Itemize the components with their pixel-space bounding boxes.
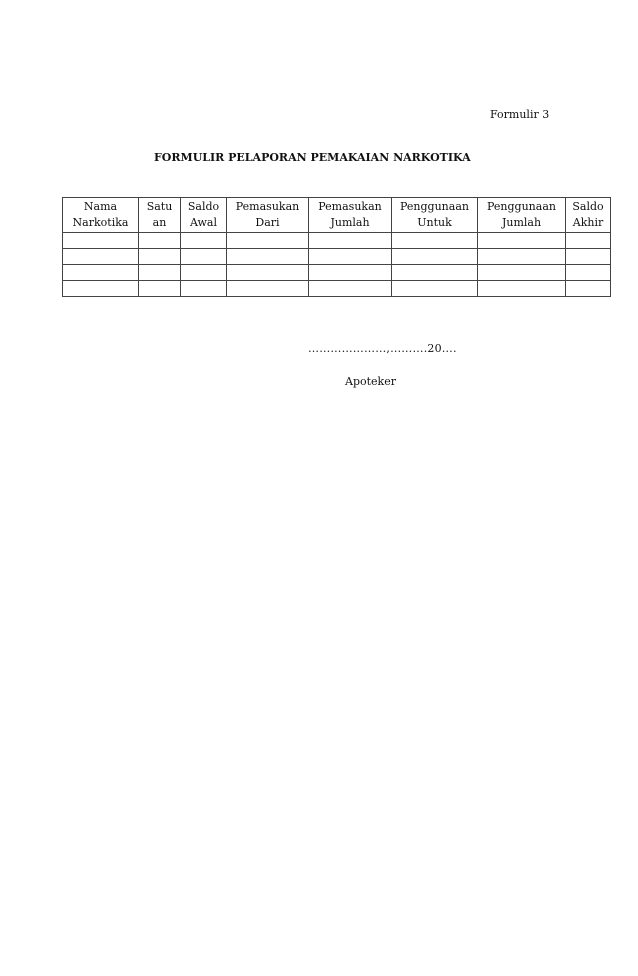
table-cell [309, 265, 392, 281]
table-cell [227, 281, 309, 297]
header-nama-narkotika: Nama Narkotika [63, 198, 139, 233]
table-row [63, 265, 611, 281]
header-saldo-akhir: Saldo Akhir [566, 198, 611, 233]
table-cell [181, 249, 227, 265]
table-cell [309, 281, 392, 297]
signer-title: Apoteker [345, 375, 396, 388]
table-cell [566, 281, 611, 297]
table-cell [566, 233, 611, 249]
table-cell [392, 281, 478, 297]
form-number: Formulir 3 [490, 108, 550, 121]
header-pemasukan-jumlah: Pemasukan Jumlah [309, 198, 392, 233]
table-header-row [63, 198, 611, 233]
table-row [63, 281, 611, 297]
table-cell [181, 233, 227, 249]
header-penggunaan-untuk: Penggunaan Untuk [392, 198, 478, 233]
header-satuan: Satu an [139, 198, 181, 233]
header-penggunaan-jumlah: Penggunaan Jumlah [478, 198, 566, 233]
table-cell [63, 265, 139, 281]
table-cell [392, 265, 478, 281]
table-cell [227, 233, 309, 249]
table-cell [309, 249, 392, 265]
header-saldo-awal: Saldo Awal [181, 198, 227, 233]
table-cell [139, 281, 181, 297]
table-cell [478, 281, 566, 297]
table-cell [63, 281, 139, 297]
header-pemasukan-dari: Pemasukan Dari [227, 198, 309, 233]
table-cell [63, 249, 139, 265]
table-cell [478, 265, 566, 281]
table-cell [566, 265, 611, 281]
table-cell [309, 233, 392, 249]
table-cell [181, 265, 227, 281]
table-cell [478, 249, 566, 265]
table-cell [566, 249, 611, 265]
form-title: FORMULIR PELAPORAN PEMAKAIAN NARKOTIKA [154, 151, 471, 164]
table-cell [139, 249, 181, 265]
table-cell [139, 265, 181, 281]
table-body [63, 233, 611, 297]
date-place-line: …………………,……….20…. [308, 342, 457, 355]
table-cell [392, 249, 478, 265]
table-row [63, 233, 611, 249]
table-cell [227, 265, 309, 281]
table-cell [392, 233, 478, 249]
table-cell [63, 233, 139, 249]
table-cell [139, 233, 181, 249]
table-cell [227, 249, 309, 265]
table-cell [478, 233, 566, 249]
table-cell [181, 281, 227, 297]
table-row [63, 249, 611, 265]
narcotics-report-table [62, 197, 611, 297]
